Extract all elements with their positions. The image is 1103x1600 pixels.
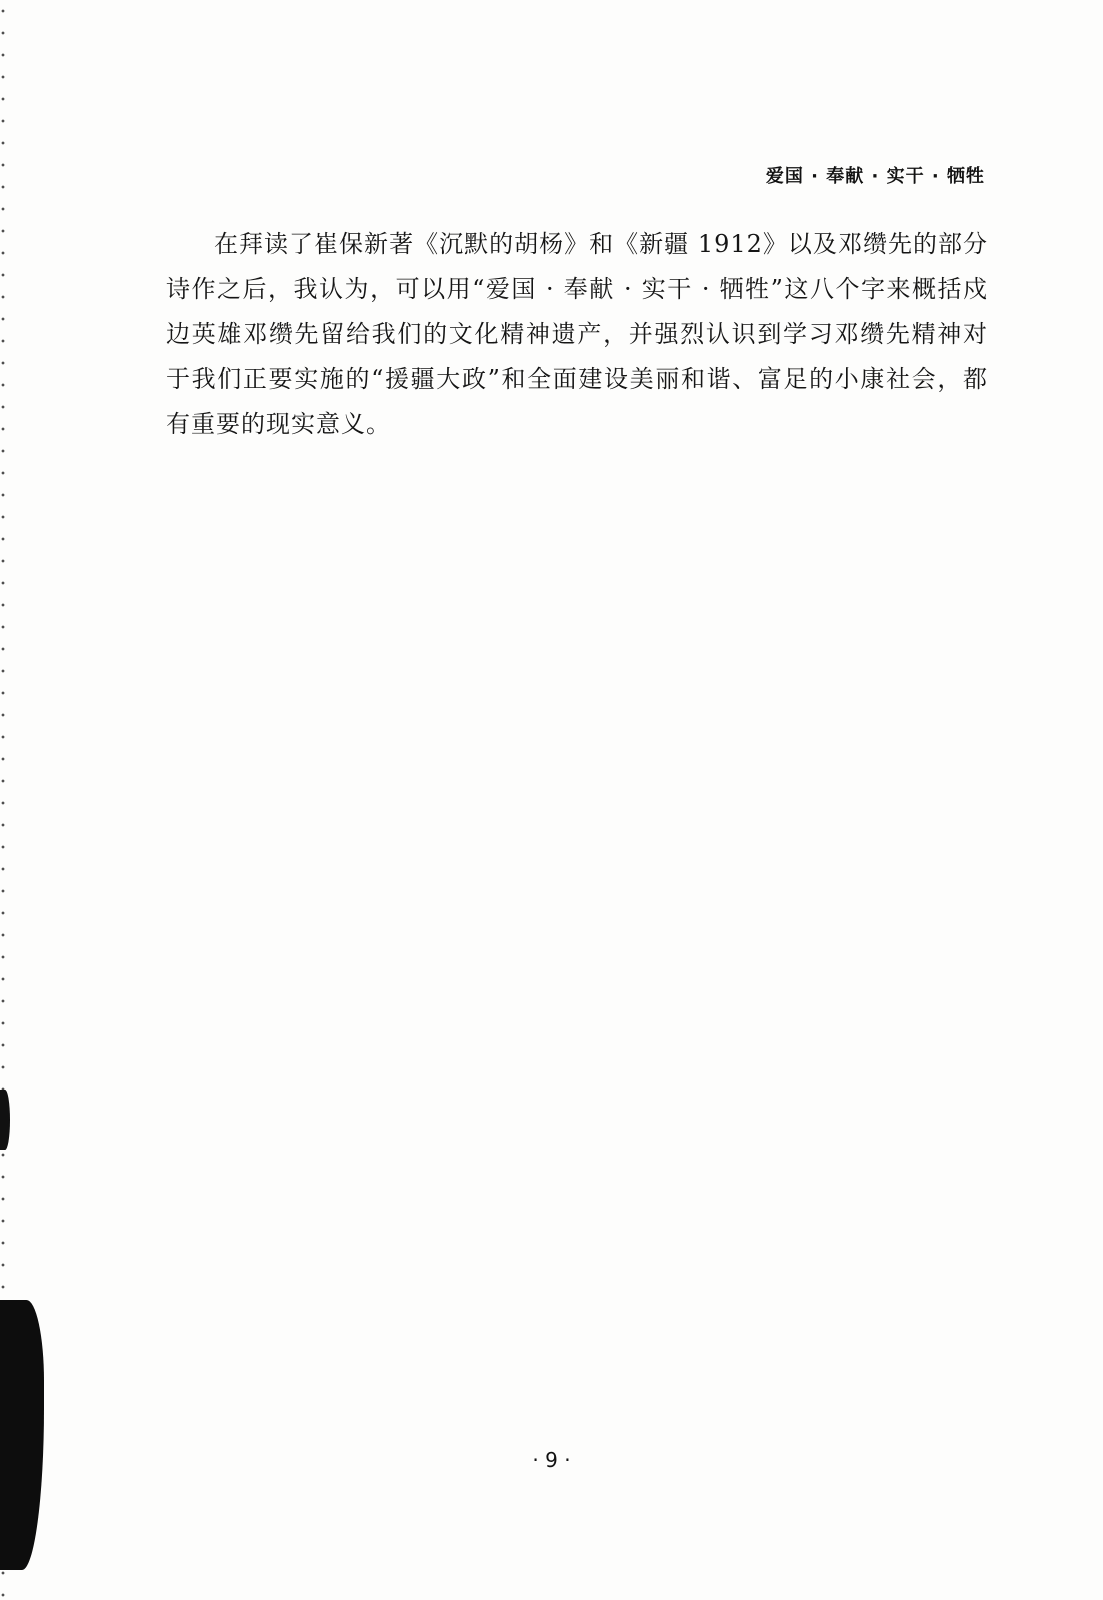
page-number: · 9 · <box>532 1448 571 1472</box>
body-text <box>166 222 988 447</box>
scan-shadow-blot <box>0 1300 44 1570</box>
scan-shadow-mark <box>0 1090 10 1150</box>
paragraph: 在拜读了崔保新著《沉默的胡杨》和《新疆 1912》以及邓缵先的部分诗作之后，我认为，可以用“爱国 · 奉献 · 实干 · 牺牲”这八个字来概括戍边英雄邓缵先留给我们的文化精神遗产，并强烈认识到学习邓缵先精神对于我们正要实施的“援疆大政”和全面建设美丽和谐、富足的小康社会，都有重要的现实意义。 <box>166 230 988 438</box>
running-header: 爱国 · 奉献 · 实干 · 牺牲 <box>765 166 985 187</box>
